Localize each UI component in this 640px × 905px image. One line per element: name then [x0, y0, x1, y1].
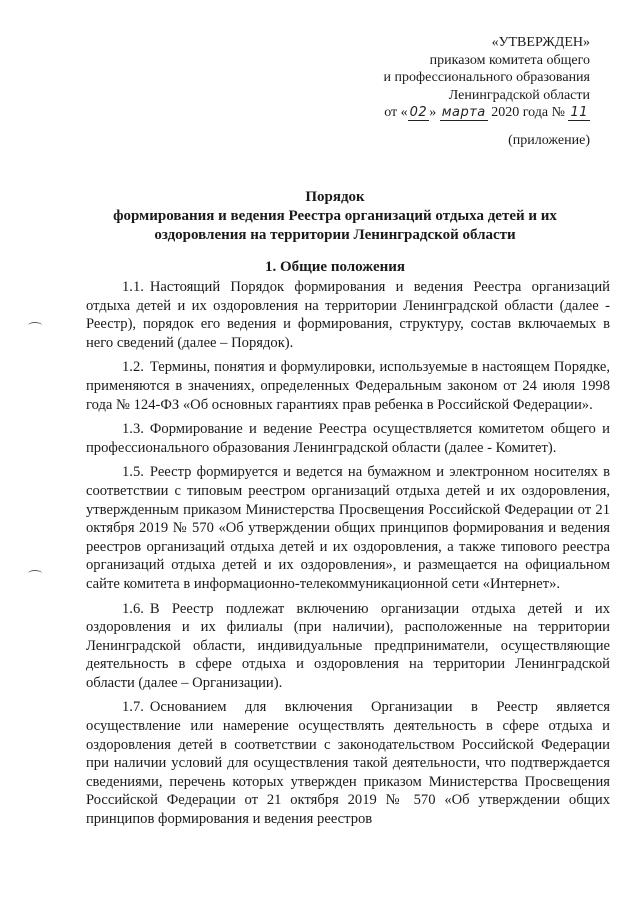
paragraph-number: 1.2. [122, 359, 144, 376]
paragraph-text: Реестр формируется и ведется на бумажном и электронном носителях в соответствии с типовым реестром организаций отдыха детей и их оздоровления, утвержденным приказом Министерства Просвещения Российской Федерации от 21 октября 2019 № 570 «Об утверждении общих принципов формирования и ведения реестров организаций отдыха детей и их оздоровления, а также типового реестра организаций отдыха детей и их оздоровления», и размещается на официальном сайте комитета в информационно-телекоммуникационной сети «Интернет». [86, 464, 610, 592]
paragraph [86, 600, 610, 693]
paragraph-number: 1.1. [122, 279, 144, 295]
paragraph [86, 463, 610, 593]
handwritten-month: марта [441, 105, 486, 120]
date-mid: » [429, 105, 437, 120]
paragraph-number: 1.7. [122, 699, 144, 716]
document-title [60, 188, 610, 245]
paragraph-number: 1.3. [122, 421, 144, 438]
appendix-label: (приложение) [508, 133, 590, 148]
paragraph-text: Формирование и ведение Реестра осуществляется комитетом общего и профессионального образования Ленинградской области (далее - Комитет). [86, 421, 610, 456]
approval-line: «УТВЕРЖДЕН» [491, 35, 590, 50]
section-heading: 1. Общие положения [264, 259, 406, 275]
paragraph [86, 420, 610, 457]
paragraph-text: Настоящий Порядок формирования и ведения Реестра организаций отдыха детей и их оздоровления на территории Ленинградской области (далее - Реестр), порядок его ведения и формирования, структуру, состав включаемых в него сведений (далее – Порядок). [86, 279, 610, 351]
paragraph-number: 1.6. [122, 600, 144, 617]
year-text: 2020 года № [491, 105, 565, 120]
title-line: Порядок [305, 189, 365, 205]
paragraph-number: 1.5. [122, 464, 144, 481]
handwritten-day: 02 [409, 105, 428, 120]
title-line: оздоровления на территории Ленинградской области [154, 227, 516, 243]
handwritten-number: 11 [570, 105, 588, 120]
paragraph [86, 698, 610, 828]
date-prefix: от « [384, 105, 408, 120]
approval-line: Ленинградской области [448, 87, 590, 103]
paragraph-text: Термины, понятия и формулировки, используемые в настоящем Порядке, применяются в значениях, определенных Федеральным законом от 24 июля 1998 года № 124-ФЗ «Об основных гарантиях прав ребенка в Российской Федерации». [86, 359, 610, 413]
approval-line: приказом комитета общего [429, 52, 590, 68]
title-line: формирования и ведения Реестра организаций отдыха детей и их [113, 208, 557, 224]
paragraph [86, 278, 610, 352]
approval-block [384, 34, 590, 122]
approval-date-line [384, 104, 590, 122]
paragraph-text: В Реестр подлежат включению организации отдыха детей и их оздоровления и их филиалы (при наличии), расположенные на территории Ленинградской области, индивидуальные предприниматели, осуществляющие деятельность в сфере отдыха и оздоровления на территории Ленинградской области (далее – Организации). [86, 600, 610, 691]
paragraph [86, 358, 610, 414]
approval-line: и профессионального образования [383, 70, 590, 85]
paragraph-text: Основанием для включения Организации в Реестр является осуществление или намерение осуществлять деятельность в сфере отдыха и оздоровления детей в соответствии с законодательством Российской Федерации при наличии условий для осуществления такой деятельности, что подтверждается сведениями, перечень которых утвержден приказом Министерства Просвещения Российской Федерации от 21 октября 2019 № 570 «Об утверждении общих принципов формирования и ведения реестров [86, 699, 610, 828]
margin-hole-mark [28, 570, 42, 577]
margin-hole-mark [28, 322, 42, 329]
document-body [86, 278, 610, 835]
